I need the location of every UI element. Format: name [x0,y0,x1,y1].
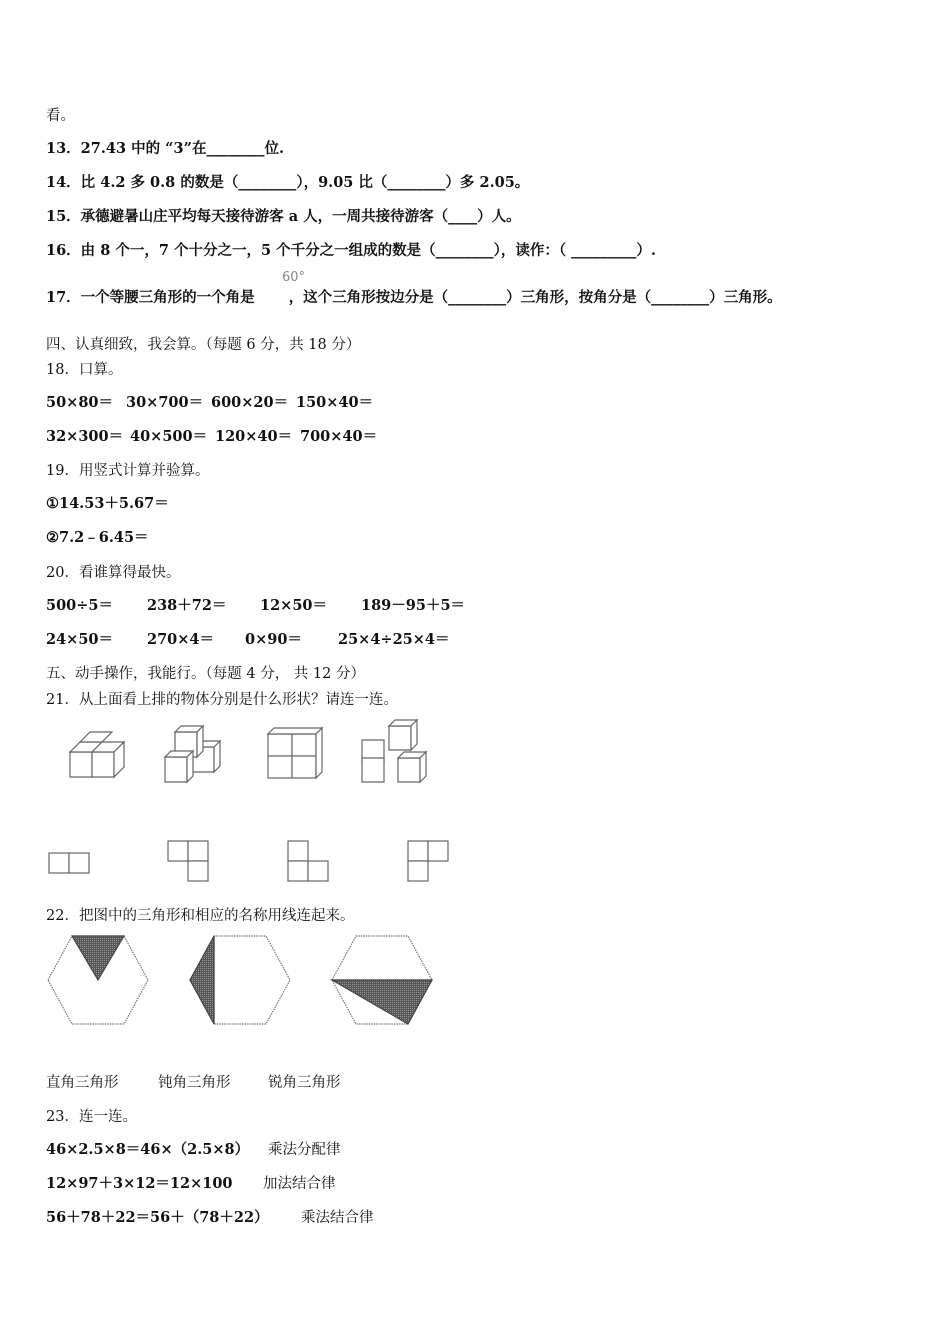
q18-row-1 [46,391,373,412]
label-obtuse-triangle: 钝角三角形 [158,1075,231,1091]
q20-item: 25×4÷25×4＝ [338,631,450,648]
top-view-shapes [40,835,460,890]
top-view-4 [408,841,448,881]
cube-figure-4 [362,720,426,782]
q20-row-1 [46,594,465,615]
q18-item: 150×40＝ [296,394,374,411]
label-acute-triangle: 锐角三角形 [268,1075,341,1091]
cube-figure-3 [268,728,322,778]
section-4-heading: 四、认真细致，我会算。（每题 6 分，共 18 分） [46,337,361,353]
question-14: 14．比 4.2 多 0.8 的数是（________），9.05 比（________）多 2.05。 [46,174,530,191]
question-17-part1: 17．一个等腰三角形的一个角是 [46,289,255,306]
q18-item: 120×40＝ [215,428,293,445]
question-17-part2: ，这个三角形按边分是（________）三角形，按角分是（________）三角形。 [288,289,782,306]
q20-item: 270×4＝ [147,631,215,648]
question-16: 16．由 8 个一，7 个十分之一，5 个千分之一组成的数是（________），读作：（ _________）. [46,242,656,259]
q20-item: 24×50＝ [46,631,114,648]
cube-stack-figures [40,712,460,792]
q19-item-1: ①14.53＋5.67＝ [46,495,169,512]
q18-row-2 [46,425,377,446]
top-view-3 [288,841,328,881]
q18-item: 700×40＝ [300,428,378,445]
question-22: 22．把图中的三角形和相应的名称用线连起来。 [46,908,355,924]
cube-figure-1 [70,732,124,777]
label-right-triangle: 直角三角形 [46,1075,119,1091]
q20-item: 500÷5＝ [46,597,114,614]
hexagon-1 [48,936,148,1024]
q18-item: 50×80＝ [46,394,114,411]
q19-item-2: ②7.2﹣6.45＝ [46,529,149,546]
q23-law: 乘法分配律 [268,1142,341,1158]
section-5-heading: 五、动手操作，我能行。（每题 4 分， 共 12 分） [46,666,365,682]
angle-60-degree: 60° [282,270,306,285]
question-20: 20．看谁算得最快。 [46,565,181,581]
q18-item: 40×500＝ [130,428,208,445]
q22-labels [46,1071,341,1092]
q18-item: 30×700＝ [126,394,204,411]
q18-item: 32×300＝ [46,428,124,445]
q23-law: 加法结合律 [263,1176,336,1192]
question-13: 13．27.43 中的 “3”在________位. [46,140,284,157]
q20-item: 12×50＝ [260,597,328,614]
question-23: 23．连一连。 [46,1109,137,1125]
cube-figure-2 [165,726,220,782]
question-15: 15．承德避暑山庄平均每天接待游客 a 人，一周共接待游客（____）人。 [46,208,521,225]
q23-expression: 56＋78＋22＝56＋（78＋22） [46,1209,269,1226]
question-19: 19．用竖式计算并验算。 [46,463,210,479]
top-view-2 [168,841,208,881]
question-21: 21．从上面看上排的物体分别是什么形状？请连一连。 [46,692,398,708]
top-view-1 [49,853,89,873]
q23-row-1 [46,1138,341,1159]
q23-row-3 [46,1206,374,1227]
q23-row-2 [46,1172,336,1193]
question-18: 18．口算。 [46,362,123,378]
obtuse-triangle [190,936,214,1024]
question-17 [46,286,782,307]
continued-text: 看。 [46,108,75,124]
q20-row-2 [46,628,449,649]
q20-item: 189－95＋5＝ [361,597,466,614]
hexagon-3 [332,936,432,1024]
q23-law: 乘法结合律 [301,1210,374,1226]
q20-item: 238＋72＝ [147,597,227,614]
q23-expression: 12×97＋3×12＝12×100 [46,1175,233,1192]
q23-expression: 46×2.5×8＝46×（2.5×8） [46,1141,250,1158]
q18-item: 600×20＝ [211,394,289,411]
hexagon-triangle-figures [40,930,440,1030]
q20-item: 0×90＝ [245,631,302,648]
hexagon-2 [190,936,290,1024]
